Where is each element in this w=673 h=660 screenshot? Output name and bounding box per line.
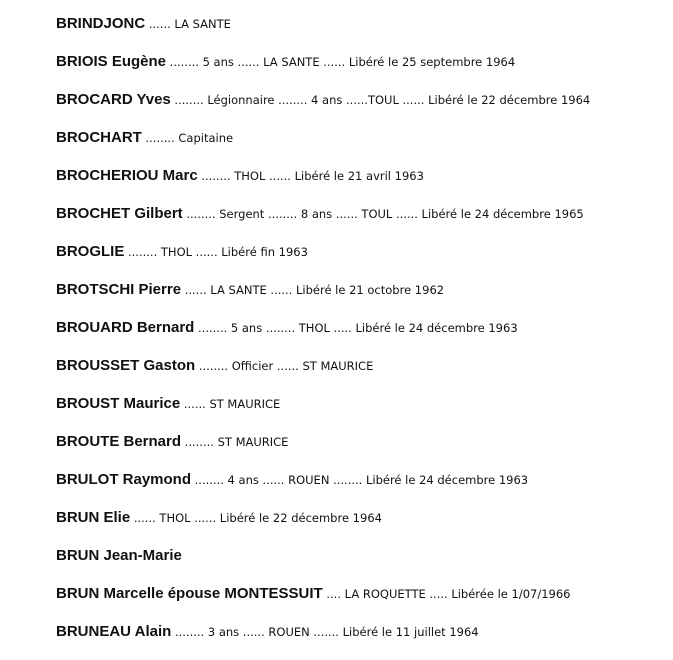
entry-details: ...... LA SANTE — [145, 17, 231, 31]
entry-details: ........ Sergent ........ 8 ans ...... TOUL ...... Libéré le 24 décembre 1965 — [182, 207, 584, 221]
entry-details: ........ 5 ans ........ THOL ..... Libéré le 24 décembre 1963 — [194, 321, 518, 335]
list-item — [56, 394, 280, 414]
list-item — [56, 90, 590, 110]
list-item — [56, 546, 182, 566]
entry-name: BRUN Elie — [56, 509, 131, 526]
entry-details: .... LA ROQUETTE ..... Libérée le 1/07/1966 — [322, 587, 571, 601]
list-item — [56, 470, 528, 490]
list-item — [56, 166, 424, 186]
entry-name: BROGLIE — [56, 243, 125, 260]
list-item — [56, 280, 444, 300]
entry-name: BRULOT Raymond — [56, 471, 191, 488]
entry-details: ...... LA SANTE ...... Libéré le 21 octobre 1962 — [181, 283, 445, 297]
entry-name: BROCARD Yves — [56, 91, 171, 108]
entry-details: ........ THOL ...... Libéré le 21 avril 1963 — [197, 169, 424, 183]
list-item — [56, 242, 308, 262]
entry-details: ........ Officier ...... ST MAURICE — [195, 359, 374, 373]
entry-details: ........ 5 ans ...... LA SANTE ...... Libéré le 25 septembre 1964 — [166, 55, 516, 69]
list-item — [56, 432, 288, 452]
list-item — [56, 52, 515, 72]
entry-details: ........ ST MAURICE — [181, 435, 289, 449]
entry-name: BROUST Maurice — [56, 395, 181, 412]
entry-name: BRUN Jean-Marie — [56, 547, 182, 564]
entry-details: ........ 4 ans ...... ROUEN ........ Libéré le 24 décembre 1963 — [191, 473, 529, 487]
list-item — [56, 14, 231, 34]
list-item — [56, 508, 382, 528]
entry-name: BRIOIS Eugène — [56, 53, 167, 70]
entry-name: BROTSCHI Pierre — [56, 281, 182, 298]
list-item — [56, 128, 233, 148]
list-item — [56, 356, 373, 376]
entry-name: BROUSSET Gaston — [56, 357, 196, 374]
list-item — [56, 318, 518, 338]
entry-details: ........ 3 ans ...... ROUEN ....... Libéré le 11 juillet 1964 — [171, 625, 479, 639]
entry-name: BRUN Marcelle épouse MONTESSUIT — [56, 585, 323, 602]
entry-name: BROCHERIOU Marc — [56, 167, 198, 184]
entry-name: BROUTE Bernard — [56, 433, 182, 450]
entry-details: ...... THOL ...... Libéré le 22 décembre 1964 — [130, 511, 382, 525]
entry-name: BRUNEAU Alain — [56, 623, 172, 640]
list-item — [56, 204, 584, 224]
entry-details: ........ THOL ...... Libéré fin 1963 — [124, 245, 308, 259]
entry-details: ........ Capitaine — [141, 131, 234, 145]
entry-details: ........ Légionnaire ........ 4 ans ......TOUL ...... Libéré le 22 décembre 1964 — [170, 93, 591, 107]
entry-details: ...... ST MAURICE — [180, 397, 281, 411]
entry-name: BROCHART — [56, 129, 142, 146]
list-item — [56, 584, 570, 604]
entry-name: BRINDJONC — [56, 15, 146, 32]
list-item — [56, 622, 479, 642]
entry-name: BROUARD Bernard — [56, 319, 195, 336]
entry-name: BROCHET Gilbert — [56, 205, 183, 222]
